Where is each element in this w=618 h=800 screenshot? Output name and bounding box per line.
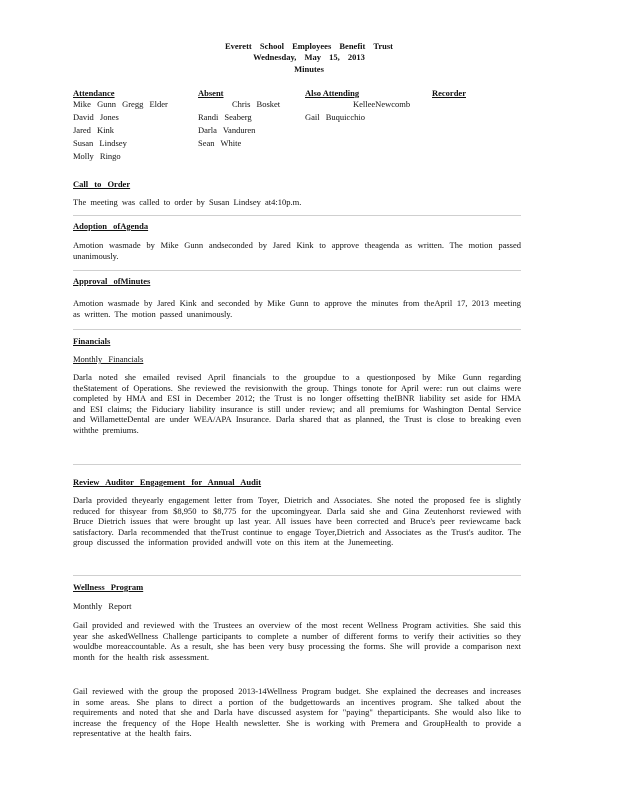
section-divider bbox=[73, 270, 521, 271]
monthly-report-subheading: Monthly Report bbox=[73, 601, 132, 611]
absent-name: Randi Seaberg bbox=[198, 112, 252, 122]
attendee-name: Molly Ringo bbox=[73, 151, 121, 161]
section-divider bbox=[73, 329, 521, 330]
call-to-order-heading: Call to Order bbox=[73, 179, 131, 189]
section-divider bbox=[73, 464, 521, 465]
attendee-name: Mike Gunn Gregg Elder bbox=[73, 99, 168, 109]
section-divider bbox=[73, 215, 521, 216]
meeting-date: Wednesday, May 15, 2013 bbox=[253, 52, 365, 62]
approval-of-minutes-heading: Approval ofMinutes bbox=[73, 276, 151, 286]
also-attending-header: Also Attending bbox=[305, 88, 360, 98]
attendance-header: Attendance bbox=[73, 88, 115, 98]
absent-name: Sean White bbox=[198, 138, 242, 148]
review-auditor-text: Darla provided theyearly engagement letter from Toyer, Dietrich and Associates. She noted the proposed fee is slightly reduced for thisyear from $8,950 to $8,775 for the upcomingyear. Darla said she and Gina Zeutenhorst reviewed with Bruce Dietrich issues that were brought up last year. All issues have been corrected and Bruce's peer reviewcame back satisfactory. Darla recommended that theTrust continue to engage Toyer,Dietrich and Associates as the Trust's auditor. The group discussed the information provided andwill vote on this item at the Junemeeting. bbox=[73, 495, 521, 547]
approval-of-minutes-text: Amotion wasmade by Jared Kink and seconded by Mike Gunn to approve the minutes from theApril 17, 2013 meeting as written. The motion passed unanimously. bbox=[73, 298, 521, 319]
recorder-name: KelleeNewcomb bbox=[353, 99, 411, 109]
adoption-of-agenda-heading: Adoption ofAgenda bbox=[73, 221, 149, 231]
recorder-header: Recorder bbox=[432, 88, 466, 98]
call-to-order-text: The meeting was called to order by Susan Lindsey at4:10p.m. bbox=[73, 197, 302, 207]
absent-name: Darla Vanduren bbox=[198, 125, 256, 135]
attendee-name: David Jones bbox=[73, 112, 119, 122]
wellness-budget-text: Gail reviewed with the group the proposed 2013-14Wellness Program budget. She explained the decreases and increases in some areas. She plans to direct a portion of the budgettowards an incentives program. She talked about the requirements and noted that she and Darla have discussed asystem for "paying" theparticipants. She would also like to increase the frequency of the Hope Health newsletter. She is working with Premera and GroupHealth to provide a representative at the health fairs. bbox=[73, 686, 521, 738]
also-attending-name: Gail Buquicchio bbox=[305, 112, 365, 122]
attendee-name: Susan Lindsey bbox=[73, 138, 127, 148]
financials-heading: Financials bbox=[73, 336, 111, 346]
monthly-financials-subheading: Monthly Financials bbox=[73, 354, 144, 364]
trust-name: Everett School Employees Benefit Trust bbox=[224, 41, 393, 51]
document-type: Minutes bbox=[294, 64, 324, 74]
wellness-program-heading: Wellness Program bbox=[73, 582, 144, 592]
financials-text: Darla noted she emailed revised April financials to the groupdue to a questionposed by Mike Gunn regarding theStatement of Operations. She reviewed the revisionwith the group. Things tonote for April were: run out claims were completed by HMA and ESI in December 2012; the Trust is no longer offsetting theIBNR liability set aside for HMA and ESI claims; the Fiduciary liability insurance is still under review; and all premiums for Washington Dental Service and WillametteDental are under WEA/APA Insurance. Darla shared that as planned, the Trust is close to breaking even withthe premiums. bbox=[73, 372, 521, 435]
review-auditor-heading: Review Auditor Engagement for Annual Audit bbox=[73, 477, 262, 487]
absent-header: Absent bbox=[198, 88, 224, 98]
adoption-of-agenda-text: Amotion wasmade by Mike Gunn andseconded by Jared Kink to approve theagenda as written. The motion passed unanimously. bbox=[73, 240, 521, 261]
attendee-name: Jared Kink bbox=[73, 125, 115, 135]
wellness-report-text: Gail provided and reviewed with the Trustees an overview of the most recent Wellness Program activities. She said this year she askedWellness Challenge participants to complete a number of different forms to verify their activities so they wouldbe moreaccountable. As a result, she has been very busy processing the forms. She will provide a comparison next month for the health risk assessment. bbox=[73, 620, 521, 662]
section-divider bbox=[73, 575, 521, 576]
absent-name: Chris Bosket bbox=[232, 99, 281, 109]
